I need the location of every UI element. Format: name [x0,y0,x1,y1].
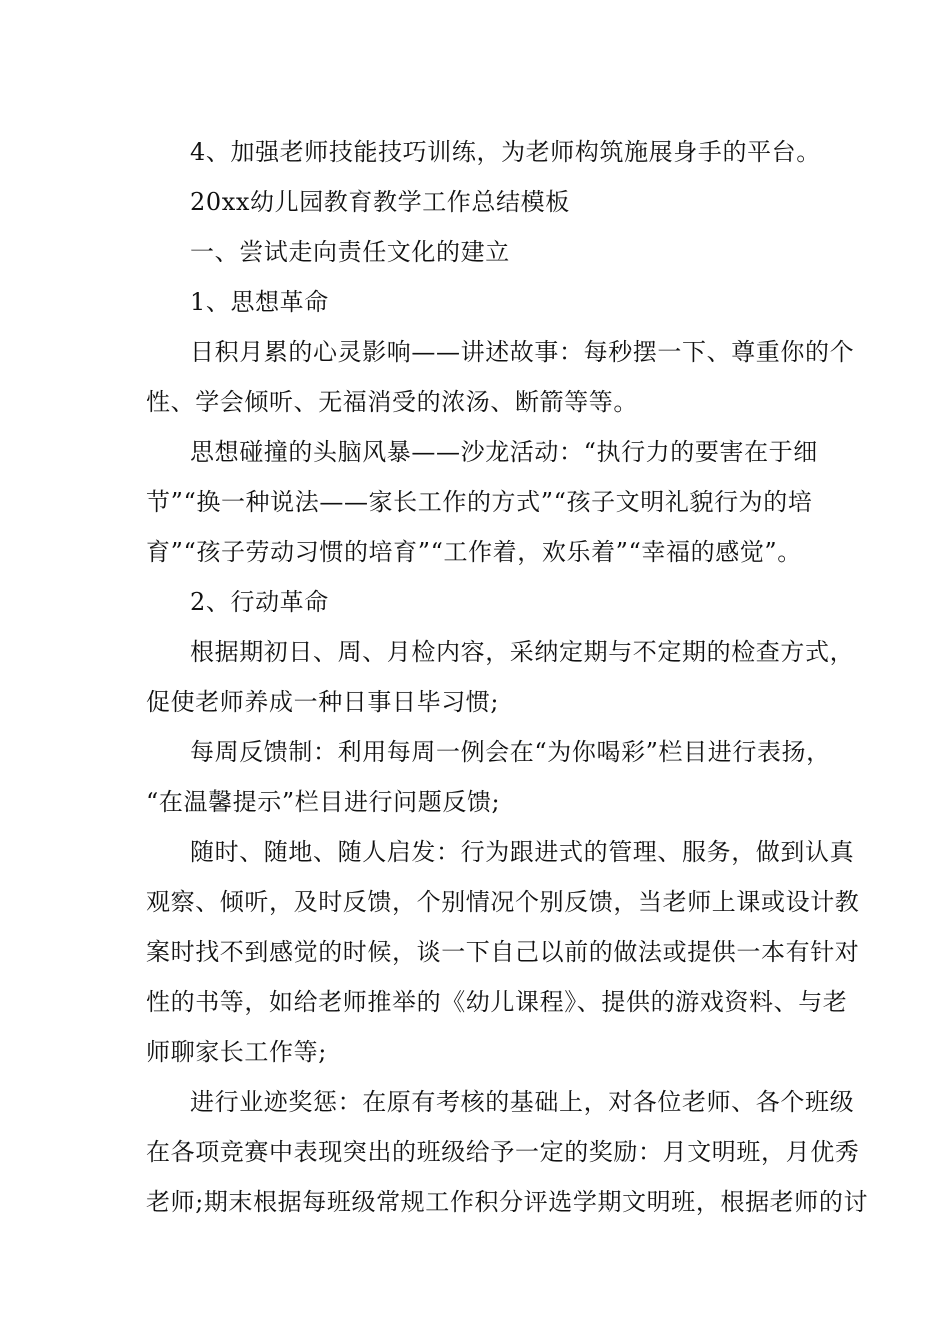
text-line-5: 日积月累的心灵影响——讲述故事：每秒摆一下、尊重你的个 [190,338,855,366]
text-line-16: 观察、倾听，及时反馈，个别情况个别反馈，当老师上课或设计教 [146,888,860,916]
text-line-13: 每周反馈制：利用每周一例会在“为你喝彩”栏目进行表扬， [190,738,831,766]
text-line-15: 随时、随地、随人启发：行为跟进式的管理、服务，做到认真 [190,838,855,866]
text-line-18: 性的书等，如给老师推举的《幼儿课程》、提供的游戏资料、与老 [146,988,848,1016]
text-line-20: 进行业迹奖惩：在原有考核的基础上，对各位老师、各个班级 [190,1088,855,1116]
text-line-6: 性、学会倾听、无福消受的浓汤、断箭等等。 [146,388,638,416]
text-line-21: 在各项竞赛中表现突出的班级给予一定的奖励：月文明班，月优秀 [146,1138,860,1166]
text-line-22: 老师;期末根据每班级常规工作积分评选学期文明班，根据老师的讨 [146,1188,869,1216]
text-line-11: 根据期初日、周、月检内容，采纳定期与不定期的检查方式， [190,638,855,666]
text-line-4: 1、思想革命 [190,288,329,316]
text-line-8: 节”“换一种说法——家长工作的方式”“孩子文明礼貌行为的培 [146,488,813,516]
text-line-2: 20xx幼儿园教育教学工作总结模板 [190,188,570,216]
text-line-17: 案时找不到感觉的时候，谈一下自己以前的做法或提供一本有针对 [146,938,860,966]
text-line-19: 师聊家长工作等; [146,1038,327,1066]
text-line-3: 一、尝试走向责任文化的建立 [190,238,510,266]
text-line-14: “在温馨提示”栏目进行问题反馈; [146,788,501,816]
text-line-12: 促使老师养成一种日事日毕习惯; [146,688,500,716]
text-line-1: 4、加强老师技能技巧训练，为老师构筑施展身手的平台。 [190,138,821,166]
text-line-9: 育”“孩子劳动习惯的培育”“工作着，欢乐着”“幸福的感觉”。 [146,538,802,566]
text-line-7: 思想碰撞的头脑风暴——沙龙活动：“执行力的要害在于细 [190,438,818,466]
text-line-10: 2、行动革命 [190,588,329,616]
